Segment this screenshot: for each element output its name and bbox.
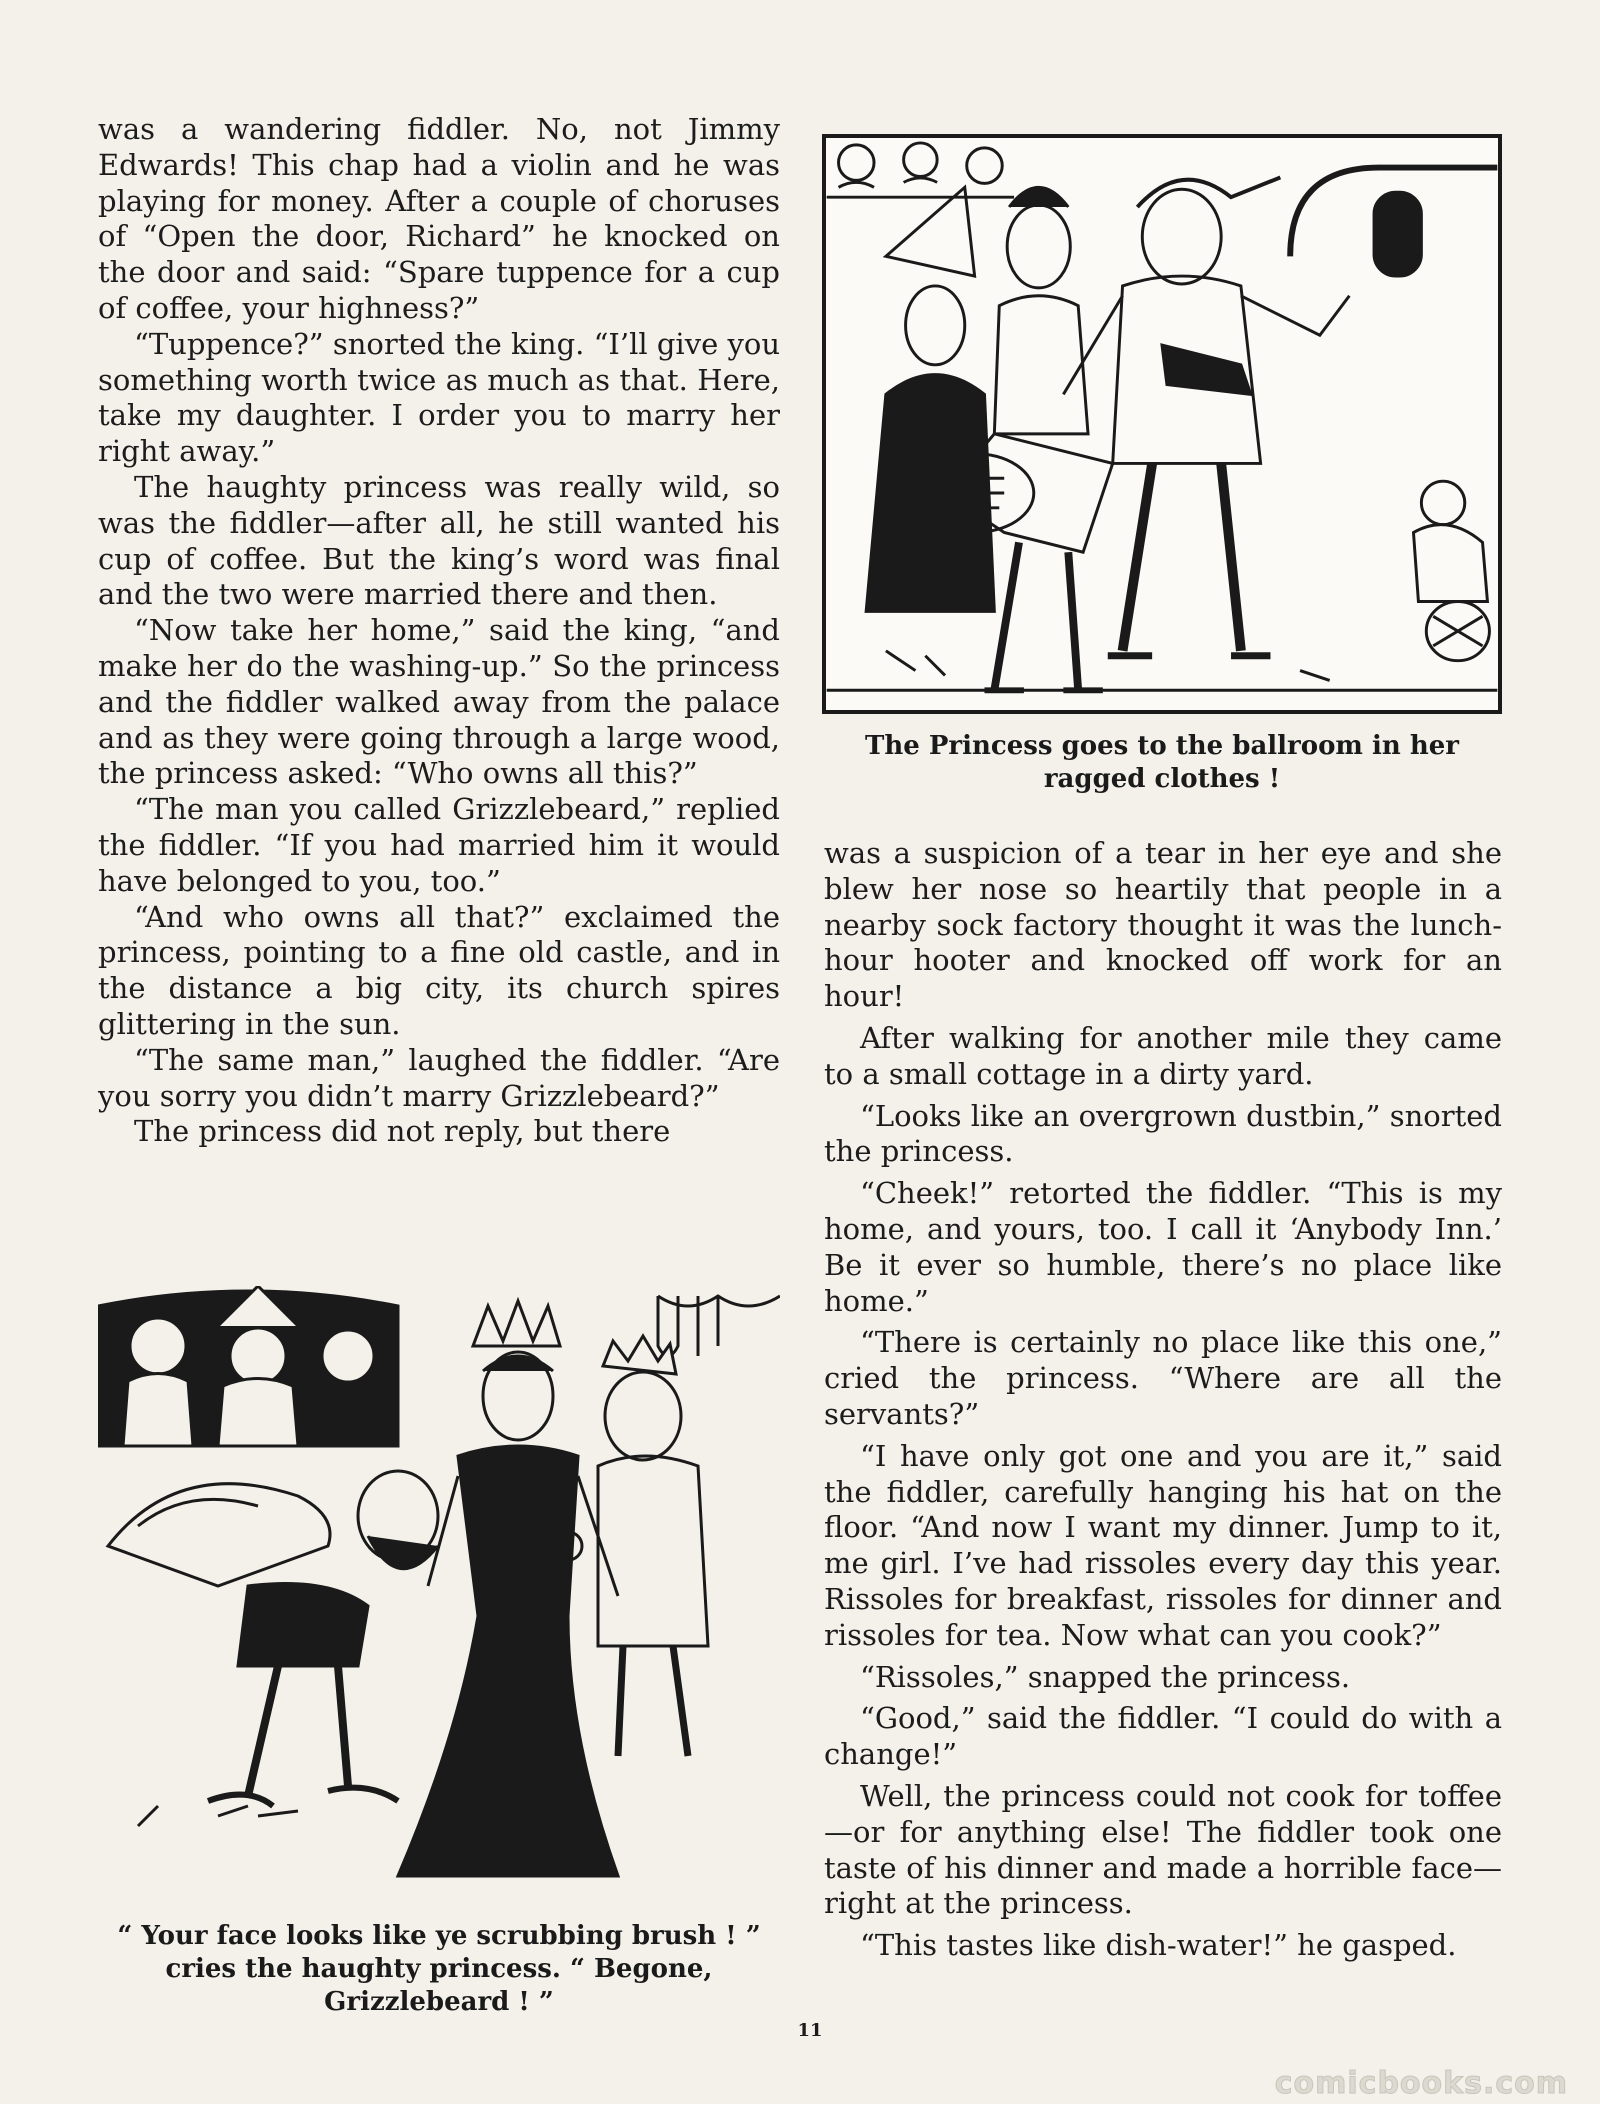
story-paragraph: was a suspicion of a tear in her eye and she blew her nose so heartily that people in a nearby sock factory thought it was the lunch-hour hooter and knocked off work for an hour! bbox=[824, 836, 1502, 1014]
caption-line: The Princess goes to the ballroom in her bbox=[865, 731, 1459, 761]
story-paragraph: “Now take her home,” said the king, “and make her do the washing-up.” So the princess and the fiddler walked away from the palace and as they were going through a large wood, the princess asked: “Who owns all this?” bbox=[98, 613, 780, 791]
ballroom-caption bbox=[822, 730, 1502, 796]
story-paragraph: “Cheek!” retorted the fiddler. “This is my home, and yours, too. I call it ‘Anybody Inn.’ Be it ever so humble, there’s no place like home.” bbox=[824, 1176, 1502, 1318]
story-paragraph: was a wandering fiddler. No, not Jimmy Edwards! This chap had a violin and he was playing for money. After a couple of choruses of “Open the door, Richard” he knocked on the door and said: “Spare tuppence for a cup of coffee, your highness?” bbox=[98, 112, 780, 325]
illustration-ballroom bbox=[822, 134, 1502, 714]
story-paragraph: “This tastes like dish-water!” he gasped. bbox=[860, 1928, 1457, 1963]
story-paragraph: “Looks like an overgrown dustbin,” snorted the princess. bbox=[824, 1098, 1502, 1169]
ballroom-drawing bbox=[826, 138, 1498, 710]
story-paragraph: “There is certainly no place like this one,” cried the princess. “Where are all the servants?” bbox=[824, 1325, 1502, 1431]
throne-room-drawing bbox=[98, 1286, 780, 1906]
story-paragraph: “Rissoles,” snapped the princess. bbox=[860, 1659, 1351, 1694]
page-number: 11 bbox=[797, 2020, 823, 2041]
right-text-column bbox=[824, 836, 1502, 1964]
story-paragraph: Well, the princess could not cook for toffee—or for anything else! The fiddler took one taste of his dinner and made a horrible face—right at the princess. bbox=[824, 1778, 1502, 1921]
watermark: comicbooks.com bbox=[1274, 2066, 1568, 2101]
story-paragraph: The princess did not reply, but there bbox=[134, 1114, 671, 1149]
caption-line: ragged clothes ! bbox=[1043, 764, 1281, 794]
illustration-throne-room bbox=[98, 1286, 780, 1906]
caption-line: Grizzlebeard ! ” bbox=[324, 1987, 554, 2017]
story-paragraph: “Good,” said the fiddler. “I could do with a change!” bbox=[824, 1701, 1502, 1772]
story-paragraph: After walking for another mile they came to a small cottage in a dirty yard. bbox=[824, 1020, 1502, 1091]
story-paragraph: “And who owns all that?” exclaimed the princess, pointing to a fine old castle, and in the distance a big city, its church spires glittering in the sun. bbox=[98, 899, 780, 1041]
story-paragraph: The haughty princess was really wild, so was the fiddler—after all, he still wanted his cup of coffee. But the king’s word was final and the two were married there and then. bbox=[98, 469, 780, 612]
story-paragraph: “The man you called Grizzlebeard,” replied the fiddler. “If you had married him it would have belonged to you, too.” bbox=[98, 792, 780, 898]
caption-line: cries the haughty princess. “ Begone, bbox=[165, 1954, 713, 1984]
story-paragraph: “Tuppence?” snorted the king. “I’ll give you something worth twice as much as that. Here, take my daughter. I order you to marry her right away.” bbox=[98, 326, 780, 469]
story-paragraph: “I have only got one and you are it,” said the fiddler, carefully hanging his hat on the floor. “And now I want my dinner. Jump to it, me girl. I’ve had rissoles every day this year. Rissoles for breakfast, rissoles for dinner and rissoles for tea. Now what can you cook?” bbox=[824, 1438, 1502, 1652]
caption-line: “ Your face looks like ye scrubbing brush ! ” bbox=[117, 1921, 761, 1951]
story-paragraph: “The same man,” laughed the fiddler. “Are you sorry you didn’t marry Grizzlebeard?” bbox=[98, 1042, 780, 1113]
left-text-column bbox=[98, 112, 780, 1150]
throne-room-caption bbox=[98, 1920, 780, 2019]
